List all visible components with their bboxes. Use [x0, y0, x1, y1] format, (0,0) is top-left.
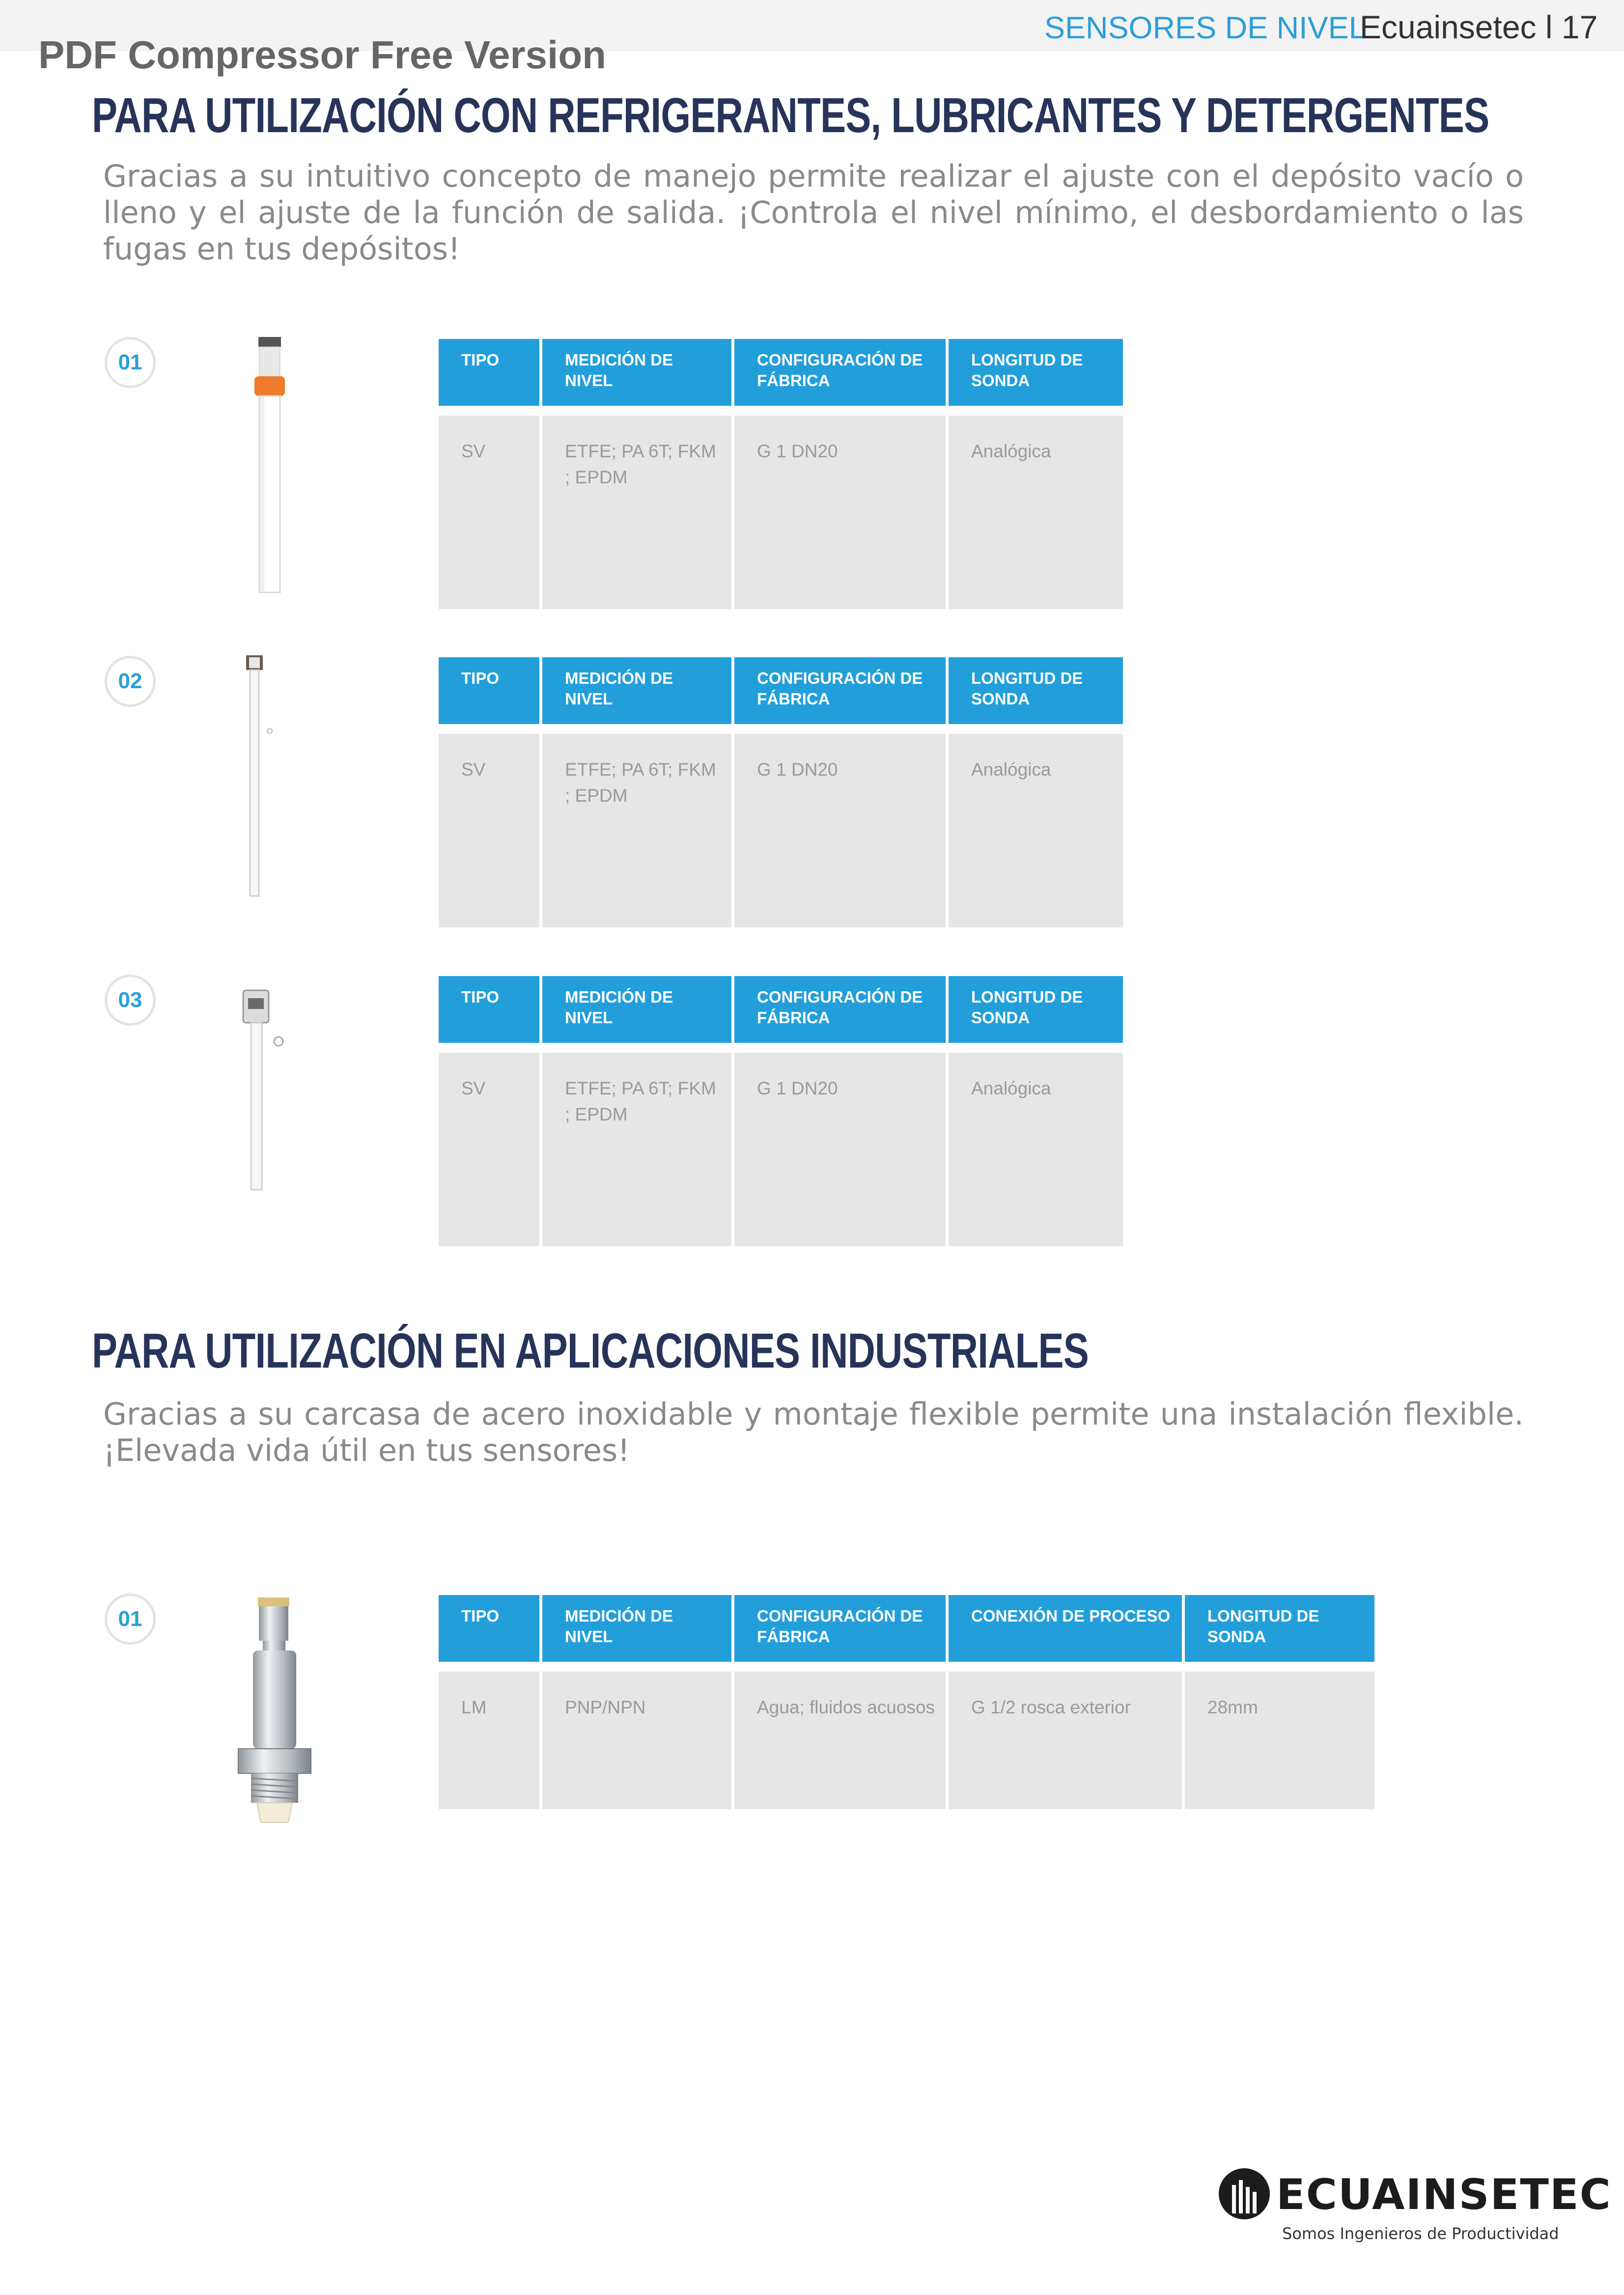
product-badge: 03: [105, 975, 156, 1026]
level-sensor-orange-cap-image: [246, 334, 295, 599]
th-configuracion: CONFIGURACIÓN DE FÁBRICA: [734, 339, 946, 406]
th-medicion: MEDICIÓN DE NIVEL: [542, 339, 731, 406]
th-medicion: MEDICIÓN DE NIVEL: [542, 1595, 731, 1662]
header-section: SENSORES DE NIVEL: [1044, 11, 1366, 45]
cell-configuracion: G 1 DN20: [734, 734, 946, 927]
cell-longitud: 28mm: [1185, 1672, 1374, 1809]
level-sensor-short-rod-image: [238, 987, 292, 1194]
header-brand-page: Ecuainsetec l 17: [1360, 9, 1598, 45]
cell-conexion: G 1/2 rosca exterior: [949, 1672, 1182, 1809]
th-tipo: TIPO: [439, 339, 539, 406]
cell-medicion: ETFE; PA 6T; FKM ; EPDM: [542, 734, 731, 927]
cell-tipo: SV: [439, 416, 539, 609]
cell-longitud: Analógica: [949, 416, 1123, 609]
th-configuracion: CONFIGURACIÓN DE FÁBRICA: [734, 657, 946, 724]
product-badge: 01: [105, 337, 156, 388]
cell-medicion: ETFE; PA 6T; FKM ; EPDM: [542, 1053, 731, 1246]
product-badge: 01: [105, 1594, 156, 1645]
section2-intro: Gracias a su carcasa de acero inoxidable y montaje flexible permite una instalación flexible. ¡Elevada vida útil en tus sensores!: [103, 1396, 1524, 1468]
cell-longitud: Analógica: [949, 734, 1123, 927]
logo-name: ECUAINSETEC: [1276, 2170, 1612, 2219]
th-configuracion: CONFIGURACIÓN DE FÁBRICA: [734, 976, 946, 1043]
th-medicion: MEDICIÓN DE NIVEL: [542, 657, 731, 724]
spec-table: [436, 1595, 1377, 1809]
logo-mark-icon: [1217, 2165, 1271, 2224]
spec-table: [436, 657, 1126, 927]
cell-tipo: LM: [439, 1672, 539, 1809]
th-medicion: MEDICIÓN DE NIVEL: [542, 976, 731, 1043]
spec-table: [436, 976, 1126, 1246]
spec-table: [436, 339, 1126, 609]
watermark: PDF Compressor Free Version: [38, 33, 606, 77]
cell-configuracion: Agua; fluidos acuosos: [734, 1672, 946, 1809]
th-longitud: LONGITUD DE SONDA: [949, 339, 1123, 406]
section1-title: PARA UTILIZACIÓN CON REFRIGERANTES, LUBRICANTES Y DETERGENTES: [92, 88, 1489, 143]
cell-medicion: ETFE; PA 6T; FKM ; EPDM: [542, 416, 731, 609]
section1-intro: Gracias a su intuitivo concepto de manejo permite realizar el ajuste con el depósito vacío o lleno y el ajuste de la función de salida. ¡Controla el nivel mínimo, el desbordamiento o las fugas en tus depósitos!: [103, 158, 1524, 267]
stainless-level-sensor-image: [233, 1595, 317, 1826]
th-longitud: LONGITUD DE SONDA: [949, 976, 1123, 1043]
section2-title: PARA UTILIZACIÓN EN APLICACIONES INDUSTRIALES: [92, 1323, 1089, 1378]
cell-medicion: PNP/NPN: [542, 1672, 731, 1809]
cell-configuracion: G 1 DN20: [734, 1053, 946, 1246]
th-tipo: TIPO: [439, 657, 539, 724]
th-tipo: TIPO: [439, 1595, 539, 1662]
cell-tipo: SV: [439, 1053, 539, 1246]
th-conexion: CONEXIÓN DE PROCESO: [949, 1595, 1182, 1662]
th-tipo: TIPO: [439, 976, 539, 1043]
th-longitud: LONGITUD DE SONDA: [949, 657, 1123, 724]
th-configuracion: CONFIGURACIÓN DE FÁBRICA: [734, 1595, 946, 1662]
level-sensor-rod-image: [243, 653, 287, 899]
cell-longitud: Analógica: [949, 1053, 1123, 1246]
th-longitud: LONGITUD DE SONDA: [1185, 1595, 1374, 1662]
logo-tagline: Somos Ingenieros de Productividad: [1282, 2224, 1559, 2243]
cell-tipo: SV: [439, 734, 539, 927]
product-badge: 02: [105, 656, 156, 707]
cell-configuracion: G 1 DN20: [734, 416, 946, 609]
